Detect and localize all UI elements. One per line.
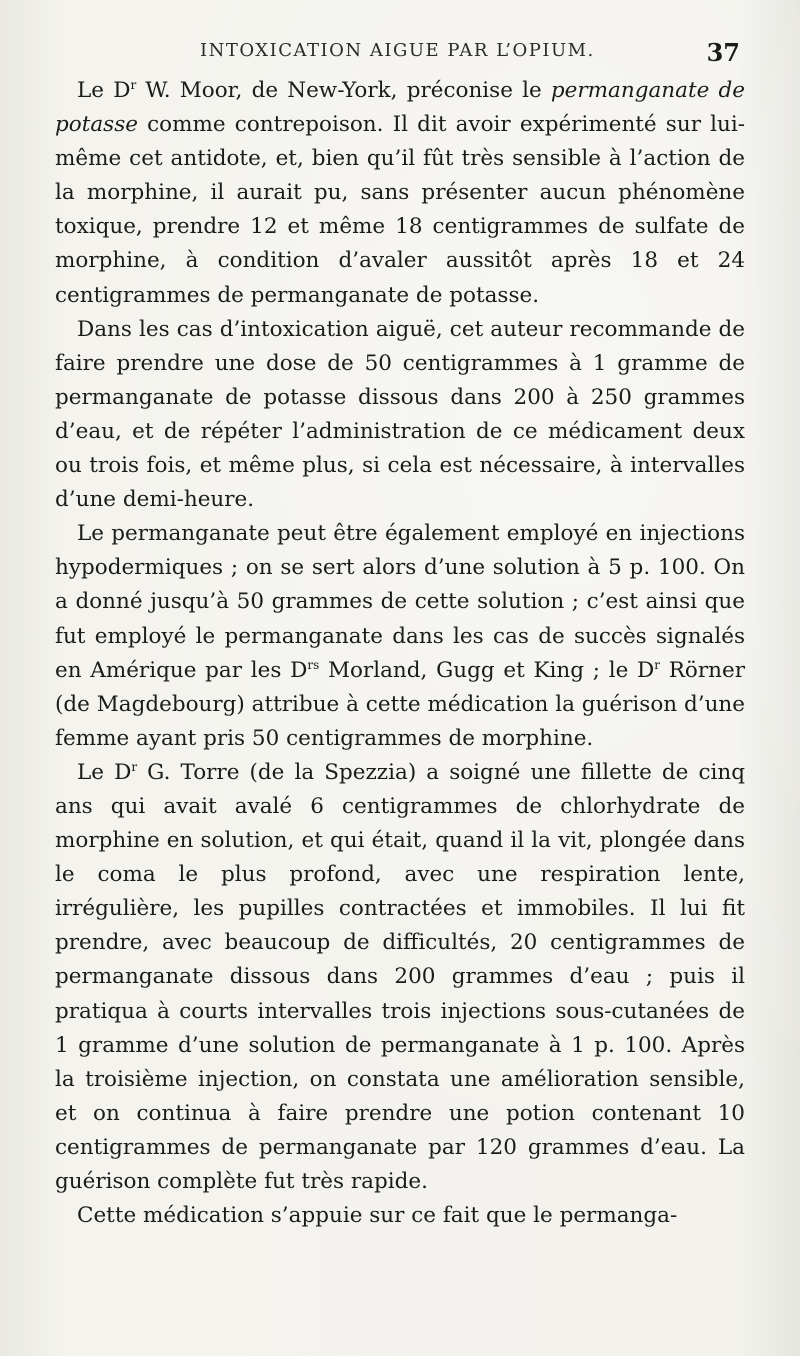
paragraph-2: Dans les cas d’intoxication aiguë, cet auteur recommande de faire prendre une dose de 50 centigrammes à 1 gramme de permanganate de potasse dissous dans 200 à 250 grammes d’eau, et de répéter l’administration de ce médicament deux ou trois fois, et même plus, si cela est nécessaire, à intervalles d’une demi-heure.: [55, 316, 745, 513]
superscript: r: [131, 759, 138, 774]
italic-term: permanganate de potasse: [55, 78, 746, 138]
superscript: r: [654, 657, 661, 672]
page-number: 37: [706, 38, 740, 67]
text-run: comme contrepoison. Il dit avoir expérimenté sur lui-même cet antidote, et, bien qu’il fût très sensible à l’action de la morphine, il aurait pu, sans présenter aucun phénomène toxique, prendre 12 et même 18 centigrammes de sulfate de morphine, à condition d’avaler aussitôt après 18 et 24 centigrammes de permanganate de potasse.: [55, 112, 745, 308]
text-run: Le D: [77, 78, 131, 103]
body-text: [55, 74, 745, 1233]
paragraph-1: [55, 74, 745, 313]
text-run: Rörner (de Magdebourg) attribue à cette médication la guérison d’une femme ayant pris 50 centigrammes de morphine.: [55, 657, 746, 751]
text-run: Le permanganate peut être également employé en injections hypodermiques ; on se sert alors d’une solution à 5 p. 100. On a donné jusqu’à 50 grammes de cette solution ; c’est ainsi que fut employé le permanganate dans les cas de succès signalés en Amérique par les D: [55, 521, 745, 683]
text-run: Le D: [77, 759, 132, 785]
running-head: INTOXICATION AIGUE PAR L’OPIUM.: [200, 40, 595, 61]
paragraph-3: [55, 517, 745, 756]
superscript: r: [130, 77, 137, 92]
text-run: G. Torre (de la Spezzia) a soigné une fillette de cinq ans qui avait avalé 6 centigrammes de chlorhydrate de morphine en solution, et qui était, quand il la vit, plongée dans le coma le plus profond, avec une respiration lente, irrégulière, les pupilles contractées et immobiles. Il lui fit prendre, avec beaucoup de difficultés, 20 centigrammes de permanganate dissous dans 200 grammes d’eau ; puis il pratiqua à courts intervalles trois injections sous-cutanées de 1 gramme d’une solution de permanganate à 1 p. 100. Après la troisième injection, on constata une amélioration sensible, et on continua à faire prendre une potion contenant 10 centigrammes de permanganate par 120 grammes d’eau. La guérison complète fut très rapide.: [55, 759, 746, 1194]
text-run: Morland, Gugg et King ; le D: [319, 657, 655, 683]
page-header: [0, 38, 800, 68]
paragraph-5: Cette médication s’appuie sur ce fait que le permanga-: [77, 1203, 678, 1229]
paragraph-4: [55, 756, 745, 1199]
superscript: rs: [307, 657, 320, 672]
text-run: W. Moor, de New-York, préconise le: [136, 78, 551, 103]
